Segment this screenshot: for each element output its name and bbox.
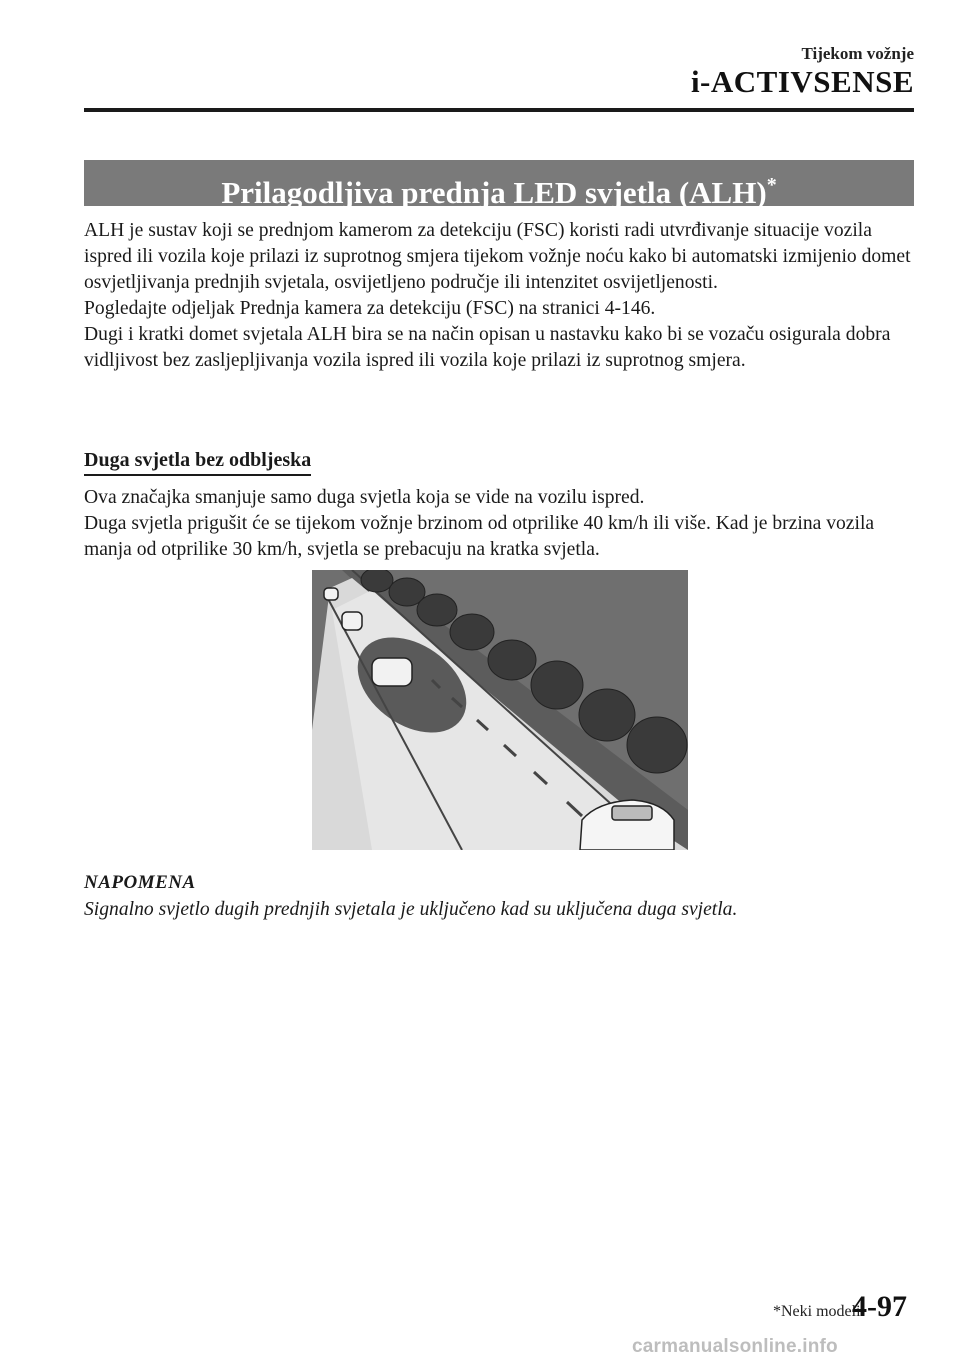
intro-text xyxy=(84,218,916,374)
feature-text xyxy=(84,485,916,563)
page-header-title: i-ACTIVSENSE xyxy=(690,64,914,99)
road-scene-image xyxy=(312,570,688,850)
feature-paragraph-2: Duga svjetla prigušit će se tijekom vožnje brzinom od otprilike 40 km/h ili više. Kad je brzina vozila manja od otprilike 30 km/h, svjetla se prebacuju na kratka svjetla. xyxy=(84,513,875,560)
glare-free-illustration xyxy=(312,570,688,850)
subsection-heading: Duga svjetla bez odbljeska xyxy=(84,447,311,476)
header-rule xyxy=(84,108,914,112)
note-label: NAPOMENA xyxy=(84,872,196,893)
intro-paragraph-3: Dugi i kratki domet svjetala ALH bira se na način opisan u nastavku kako bi se vozaču osigurala dobra vidljivost bez zasljepljivanja vozila ispred ili vozila koje prilazi iz suprotnog smjera. xyxy=(84,324,891,371)
chapter-label: Tijekom vožnje xyxy=(801,44,914,63)
intro-paragraph-1: ALH je sustav koji se prednjom kamerom za detekciju (FSC) koristi radi utvrđivanje situacije vozila ispred ili vozila koje prilazi iz suprotnog smjera tijekom vožnje noću kako bi automatski izmijenio domet osvjetljivanja prednjih svjetala, osvijetljeno područje ili intenzitet osvijetljenosti. xyxy=(84,220,911,293)
section-title: Prilagodljiva prednja LED svjetla (ALH) xyxy=(221,175,767,210)
footnote: *Neki modeli. xyxy=(773,1303,865,1320)
model-marker: * xyxy=(766,174,777,196)
feature-paragraph-1: Ova značajka smanjuje samo duga svjetla koja se vide na vozilu ispred. xyxy=(84,487,645,508)
page-number: 4-97 xyxy=(852,1290,907,1323)
section-banner xyxy=(84,160,914,210)
watermark: carmanualsonline.info xyxy=(632,1336,838,1357)
note-text: Signalno svjetlo dugih prednjih svjetala je uključeno kad su uključena duga svjetla. xyxy=(84,899,738,920)
intro-paragraph-2: Pogledajte odjeljak Prednja kamera za detekciju (FSC) na stranici 4-146. xyxy=(84,298,656,319)
